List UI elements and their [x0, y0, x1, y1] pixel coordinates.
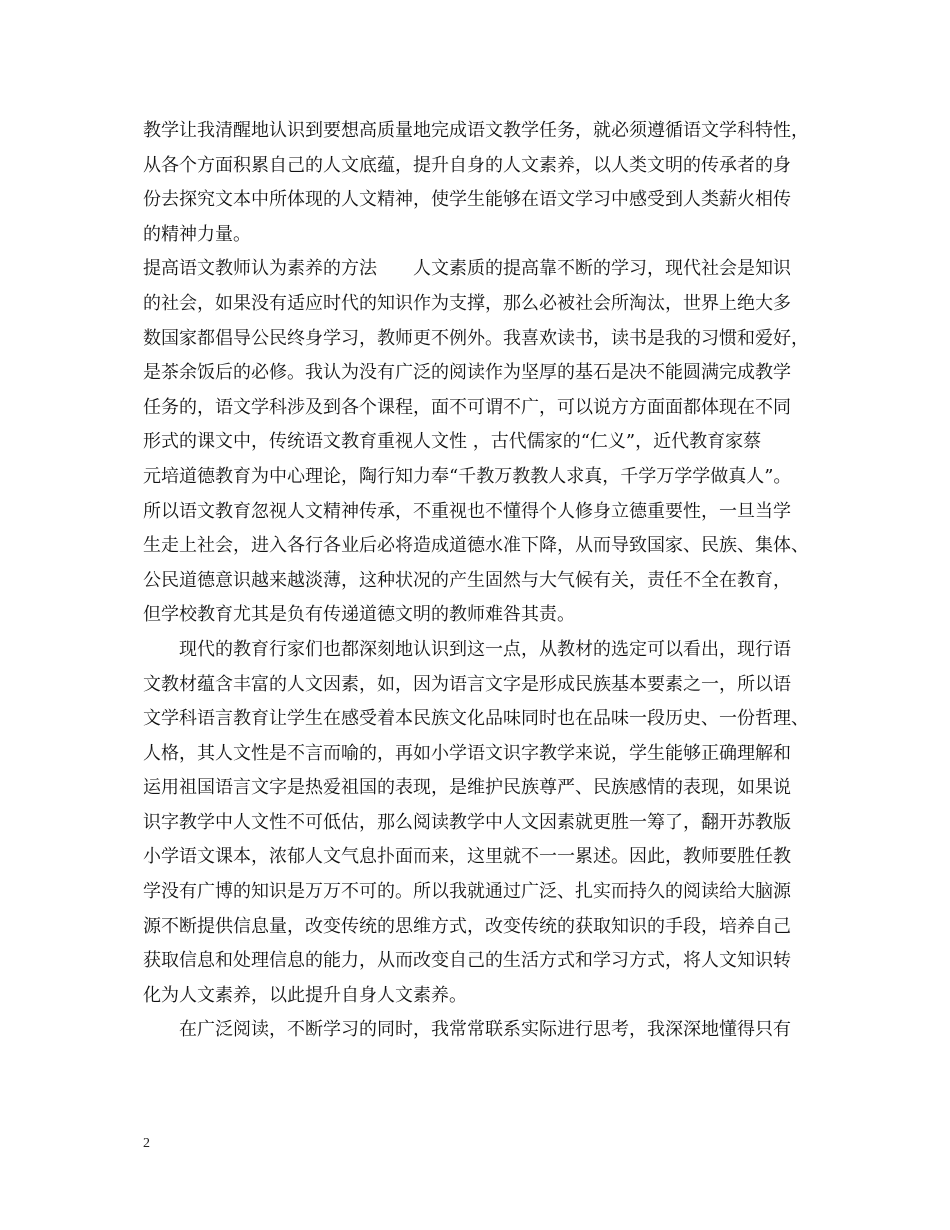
- text-line: 生走上社会，进入各行各业后必将造成道德水准下降，从而导致国家、民族、集体、: [143, 535, 809, 557]
- text-line: 小学语文课本，浓郁人文气息扑面而来，这里就不一一累述。因此，教师要胜任教: [143, 846, 791, 868]
- text-line: 形式的课文中，传统语文教育重视人文性 ，古代儒家的“仁义”，近代教育家蔡: [143, 431, 762, 453]
- text-line: 的社会，如果没有适应时代的知识作为支撑，那么必被社会所淘汰，世界上绝大多: [143, 292, 791, 314]
- text-line: 数国家都倡导公民终身学习，教师更不例外。我喜欢读书，读书是我的习惯和爱好，: [143, 327, 809, 349]
- text-line: 源不断提供信息量，改变传统的思维方式，改变传统的获取知识的手段，培养自己: [143, 915, 791, 937]
- text-line: 的精神力量。: [143, 223, 251, 245]
- text-line: 在广泛阅读，不断学习的同时，我常常联系实际进行思考，我深深地懂得只有: [179, 1019, 791, 1041]
- text-line: 获取信息和处理信息的能力，从而改变自己的生活方式和学习方式，将人文知识转: [143, 950, 791, 972]
- text-line: 文学科语言教育让学生在感受着本民族文化品味同时也在品味一段历史、一份哲理、: [143, 708, 809, 730]
- text-line: 任务的，语文学科涉及到各个课程，面不可谓不广，可以说方方面面都体现在不同: [143, 396, 791, 418]
- text-line: 从各个方面积累自己的人文底蕴，提升自身的人文素养，以人类文明的传承者的身: [143, 154, 791, 176]
- page-number: 2: [143, 1136, 150, 1151]
- text-line: 人格，其人文性是不言而喻的，再如小学语文识字教学来说，学生能够正确理解和: [143, 742, 791, 764]
- text-line: 公民道德意识越来越淡薄，这种状况的产生固然与大气候有关，责任不全在教育，: [143, 569, 791, 591]
- text-line: 份去探究文本中所体现的人文精神，使学生能够在语文学习中感受到人类薪火相传: [143, 189, 791, 211]
- text-line: 运用祖国语言文字是热爱祖国的表现，是维护民族尊严、民族感情的表现，如果说: [143, 777, 791, 799]
- text-line: 现代的教育行家们也都深刻地认识到这一点，从教材的选定可以看出，现行语: [179, 638, 791, 660]
- text-line: 是茶余饭后的必修。我认为没有广泛的阅读作为坚厚的基石是决不能圆满完成教学: [143, 362, 791, 384]
- text-line: 文教材蕴含丰富的人文因素，如，因为语言文字是形成民族基本要素之一，所以语: [143, 673, 791, 695]
- text-line: 元培道德教育为中心理论，陶行知力奉“千教万教教人求真，千学万学学做真人”。: [143, 465, 792, 487]
- text-line: 所以语文教育忽视人文精神传承，不重视也不懂得个人修身立德重要性，一旦当学: [143, 500, 791, 522]
- text-line: 提高语文教师认为素养的方法 人文素质的提高靠不断的学习，现代社会是知识: [143, 258, 791, 280]
- text-line: 教学让我清醒地认识到要想高质量地完成语文教学任务，就必须遵循语文学科特性，: [143, 120, 809, 141]
- text-line: 但学校教育尤其是负有传递道德文明的教师难咎其责。: [143, 604, 575, 626]
- text-line: 学没有广博的知识是万万不可的。所以我就通过广泛、扎实而持久的阅读给大脑源: [143, 881, 791, 903]
- text-line: 识字教学中人文性不可低估，那么阅读教学中人文因素就更胜一筹了，翻开苏教版: [143, 811, 791, 833]
- text-line: 化为人文素养，以此提升自身人文素养。: [143, 984, 467, 1006]
- body-text: [143, 114, 823, 1048]
